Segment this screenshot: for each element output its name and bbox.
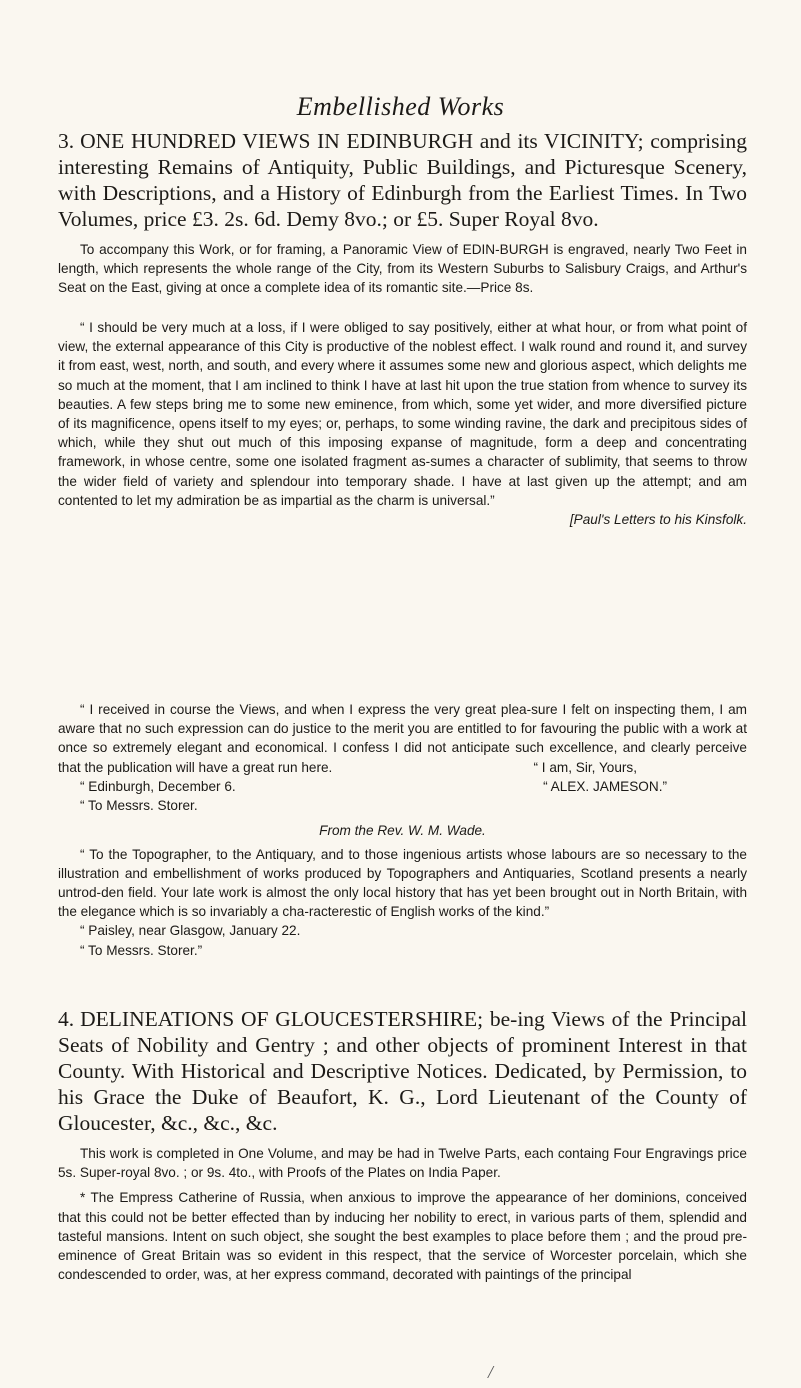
wade-letter-addressee: “ To Messrs. Storer.”	[80, 942, 203, 958]
entry-3-number: 3.	[58, 129, 75, 153]
letter-addressee: “ To Messrs. Storer.	[80, 798, 198, 814]
entry-3-heading-block	[58, 128, 747, 298]
paul-letters-quote: “ I should be very much at a loss, if I were obliged to say positively, either at what hour, or from what point of view, the external appearance of this City is productive of the noblest effect. I walk round and round it, and survey it from east, west, north, and south, and every where it assumes some new and glorious aspect, which delights me so much at the moment, that I am inclined to think I have at last hit upon the true station from whence to survey its beauties. A few steps bring me to some new eminence, from which, some yet wider, and more diversified picture of its magnificence, opens itself to my eyes; or, perhaps, to some winding ravine, the dark and precipitous sides of which, while they shut out much of this imposing expanse of magnitude, form a deep and concentrating framework, in whose centre, some one isolated fragment as-sumes a character of sublimity, that seems to throw the wider field of variety and splendour into temporary shade. I have at last given up the attempt; and am contented to let my admiration be as impartial as the charm is universal.”	[58, 320, 747, 508]
margin-mark: /	[488, 1362, 494, 1382]
entry-4-note: This work is completed in One Volume, and may be had in Twelve Parts, each containg Four Engravings price 5s. Super-royal 8vo. ; or 9s. 4to., with Proofs of the Plates on India Paper.	[58, 1146, 747, 1181]
entry-4-block	[58, 1006, 747, 1284]
wade-letter: “ To the Topographer, to the Antiquary, and to those ingenious artists whose labours are so necessary to the illustration and embellishment of works produced by Topographers and Antiquaries, Scotland presents a nearly untrod-den field. Your late work is almost the only local history that has yet been brought out in North Britain, with the elegance which is so invariably a cha-racterestic of English works of the kind.”	[58, 846, 747, 920]
letter-closing: “ I am, Sir, Yours,	[533, 759, 637, 775]
quote-block	[58, 318, 747, 529]
entry-3-heading	[58, 128, 747, 232]
entry-3-heading-text: ONE HUNDRED VIEWS IN EDINBURGH and its VICINITY; comprising interesting Remains of Antiquity, Public Buildings, and Picturesque Scenery, with Descriptions, and a History of Edinburgh from the Earliest Times. In Two Volumes, price £3. 2s. 6d. Demy 8vo.; or £5. Super Royal 8vo.	[58, 129, 747, 231]
letter-place-date: “ Edinburgh, December 6.	[80, 779, 236, 795]
letter-signature: “ ALEX. JAMESON.”	[543, 779, 667, 795]
jameson-letter-block	[58, 700, 747, 960]
jameson-letter: “ I received in course the Views, and when I express the very great plea-sure I felt on inspecting them, I am aware that no such expression can do justice to the merit you are entitled to for favouring the public with a work at once so extremely elegant and economical. I confess I did not anticipate such excellence, and clearly perceive that the publication will have a great run here.	[58, 702, 747, 775]
from-heading: From the Rev. W. M. Wade.	[319, 823, 486, 839]
entry-4-number: 4.	[58, 1007, 75, 1031]
panorama-note: To accompany this Work, or for framing, a Panoramic View of EDIN-BURGH is engraved, nearly Two Feet in length, which represents the whole range of the City, from its Western Suburbs to Salisbury Craigs, and Arthur's Seat on the East, giving at once a complete idea of its romantic site.—Price 8s.	[58, 242, 747, 296]
running-head: Embellished Works	[296, 92, 505, 121]
entry-4-heading-text: DELINEATIONS OF GLOUCESTERSHIRE; be-ing Views of the Principal Seats of Nobility and Gentry ; and other objects of prominent Interest in that County. With Historical and Descriptive Notices. Dedicated, by Permission, to his Grace the Duke of Beaufort, K. G., Lord Lieutenant of the County of Gloucester, &c., &c., &c.	[58, 1007, 747, 1135]
wade-letter-place: “ Paisley, near Glasgow, January 22.	[80, 923, 301, 939]
entry-4-footnote: * The Empress Catherine of Russia, when anxious to improve the appearance of her dominions, conceived that this could not be better effected than by inducing her nobility to erect, in various parts of them, splendid and tasteful mansions. Intent on such object, she sought the best examples to place before them ; and the proud pre-eminence of Great Britain was so evident in this respect, that the service of Worcester porcelain, which she condescended to order, was, at her express command, decorated with paintings of the principal	[58, 1190, 747, 1283]
quote-source: [Paul's Letters to his Kinsfolk.	[569, 512, 747, 528]
letter-signature-row	[58, 777, 747, 796]
entry-4-heading	[58, 1006, 747, 1136]
